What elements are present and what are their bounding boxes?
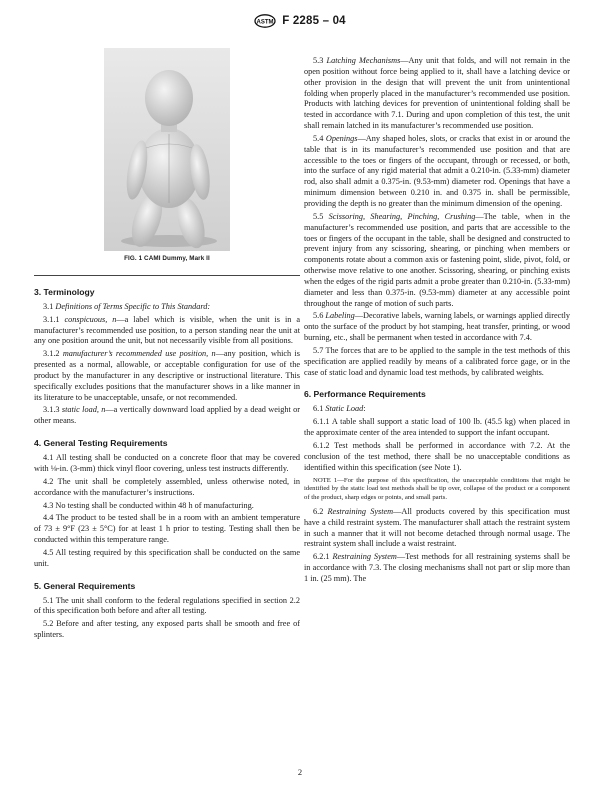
astm-logo-text: ASTM xyxy=(256,19,274,26)
section-6-heading: 6. Performance Requirements xyxy=(304,389,426,400)
para-5-4: 5.4 Openings—Any shaped holes, slots, or cracks that exist in or around the table that is in its manufacturer’s recommended use position and that are accessible to the toes or fingers of the occupant, through or recessed, or both, into the surface of any rigid material that admit a 0.210-in. (5.33-mm) diameter rod, also shall admit a 0.375-in. (9.53-mm) diameter rod. Openings that have a minimum dimension between 0.210 in. and 0.375 in. shall be permissible, providing the depth is no greater than the minimum dimension of the opening. xyxy=(304,133,570,208)
para-4-3: 4.3 No testing shall be conducted within 48 h of manufacturing. xyxy=(43,500,254,510)
page-number: 2 xyxy=(297,767,303,777)
section-5-heading: 5. General Requirements xyxy=(34,580,136,591)
para-6-2: 6.2 Restraining System—All products covered by this specification must have a child restraint system. The manufacturer shall attach the restraint system in such a manner that it will not become detached through normal usage. The restraint system shall include a waist restraint. xyxy=(304,506,570,549)
para-4-1: 4.1 All testing shall be conducted on a concrete floor that may be covered with ⅛-in. (3-mm) thick vinyl floor covering, unless test instructs differently. xyxy=(34,453,300,473)
para-6-1: 6.1 Static Load: xyxy=(313,404,366,414)
para-4-2: 4.2 The unit shall be completely assembled, unless otherwise noted, in accordance with the manufacturer’s instructions. xyxy=(34,476,300,497)
section-4-heading: 4. General Testing Requirements xyxy=(34,438,168,449)
para-5-3: 5.3 Latching Mechanisms—Any unit that folds, and will not remain in the open position without force being applied to it, shall have a latching device or other provision in the design that will prevent the unit from unintentional folding when properly placed in the manufacturer’s recommended use position. Products with latching devices for prevention of unintentional folding shall be tested in accordance with 7.1. During and upon completion of this test, the unit shall remain latched in its manufacturer’s recommended use position. xyxy=(304,56,571,131)
para-3-1-3: 3.1.3 static load, n—a vertically downward load applied by a dead weight or other means. xyxy=(34,405,301,426)
cami-dummy-photo xyxy=(34,48,300,251)
para-6-1-1: 6.1.1 A table shall support a static load of 100 lb. (45.5 kg) when placed in the approximate center of the area intended to support the infant occupant. xyxy=(304,417,570,438)
figure-caption: FIG. 1 CAMI Dummy, Mark II xyxy=(124,255,210,262)
right-column xyxy=(304,56,570,587)
para-6-1-2: 6.1.2 Test methods shall be performed in accordance with 7.2. At the conclusion of the test method, there shall be no unacceptable conditions as identified within this specification (see Note 1). xyxy=(304,441,570,472)
left-column xyxy=(34,48,300,643)
para-4-4: 4.4 The product to be tested shall be in a room with an ambient temperature of 73 ± 9°F (23 ± 5°C) for at least 1 h prior to testing. Testing shall then be conducted within this temperature range. xyxy=(34,513,300,545)
page-header xyxy=(0,8,600,34)
figure-cami-dummy xyxy=(34,48,300,251)
document-code: F 2285 – 04 xyxy=(282,15,346,27)
para-6-2-1: 6.2.1 Restraining System—Test methods for all restraining systems shall be in accordance with 7.3. The closing mechanisms shall not part or slip more than 1 in. (25 mm). The xyxy=(304,552,571,583)
para-3-1-1: 3.1.1 conspicuous, n—a label which is visible, when the unit is in a manufacturer’s recommended use position, to a person standing near the unit at any one position around the unit, but not necessarily visible from all positions. xyxy=(34,314,300,346)
para-3-1-2: 3.1.2 manufacturer’s recommended use position, n—any position, which is presented as a normal, allowable, or acceptable configuration for use of the product by the manufacturer in any descriptive or instructional literature. This specifically excludes positions that the manufacturer shows in a like manner in its literature to be unacceptable, unsafe, or not recommended. xyxy=(34,349,300,402)
para-5-2: 5.2 Before and after testing, any exposed parts shall be smooth and free of splinters. xyxy=(34,619,300,640)
note-1: NOTE 1—For the purpose of this specification, the unacceptable conditions that might be identified by the static load test methods shall be tip over, collapse of the product or a component of the product, sharp edges or points, and small parts. xyxy=(304,476,570,502)
para-5-5: 5.5 Scissoring, Shearing, Pinching, Crushing—The table, when in the manufacturer’s recommended use position, and parts that are accessible to the toes or fingers of the occupant in the table, shall be designed and constructed to prevent injury from any scissoring, shearing, or pinching when members or components rotate about a common axis or fastening point, slide, pivot, fold, or otherwise move relative to one another. Scissoring, shearing, or pinching exists when the edges of the rigid parts admit a probe greater than 0.210-in. (5.33-mm) diameter and less than 0.375-in. (9.53-mm) diameter at any accessible point throughout the range of motion of such parts. xyxy=(304,211,571,308)
para-5-6: 5.6 Labeling—Decorative labels, warning labels, or warnings applied directly onto the surface of the product by hot stamping, heat transfer, printing, or wood burning, etc., shall be permanent when tested in accordance with 7.4. xyxy=(304,311,571,343)
para-3-1: 3.1 Definitions of Terms Specific to This Standard: xyxy=(43,301,211,311)
para-5-1: 5.1 The unit shall conform to the federal regulations specified in section 2.2 of this specification both before and after all testing. xyxy=(34,595,300,616)
figure-divider xyxy=(34,275,300,276)
astm-logo-icon xyxy=(254,14,276,28)
para-4-5: 4.5 All testing required by this specification shall be conducted on the same unit. xyxy=(34,547,300,568)
section-3-heading: 3. Terminology xyxy=(34,286,95,297)
para-5-7: 5.7 The forces that are to be applied to the sample in the test methods of this specification are applied readily by means of a calibrated force gage, or in the case of static load and dynamic load test methods, by calibrated weights. xyxy=(304,345,570,377)
